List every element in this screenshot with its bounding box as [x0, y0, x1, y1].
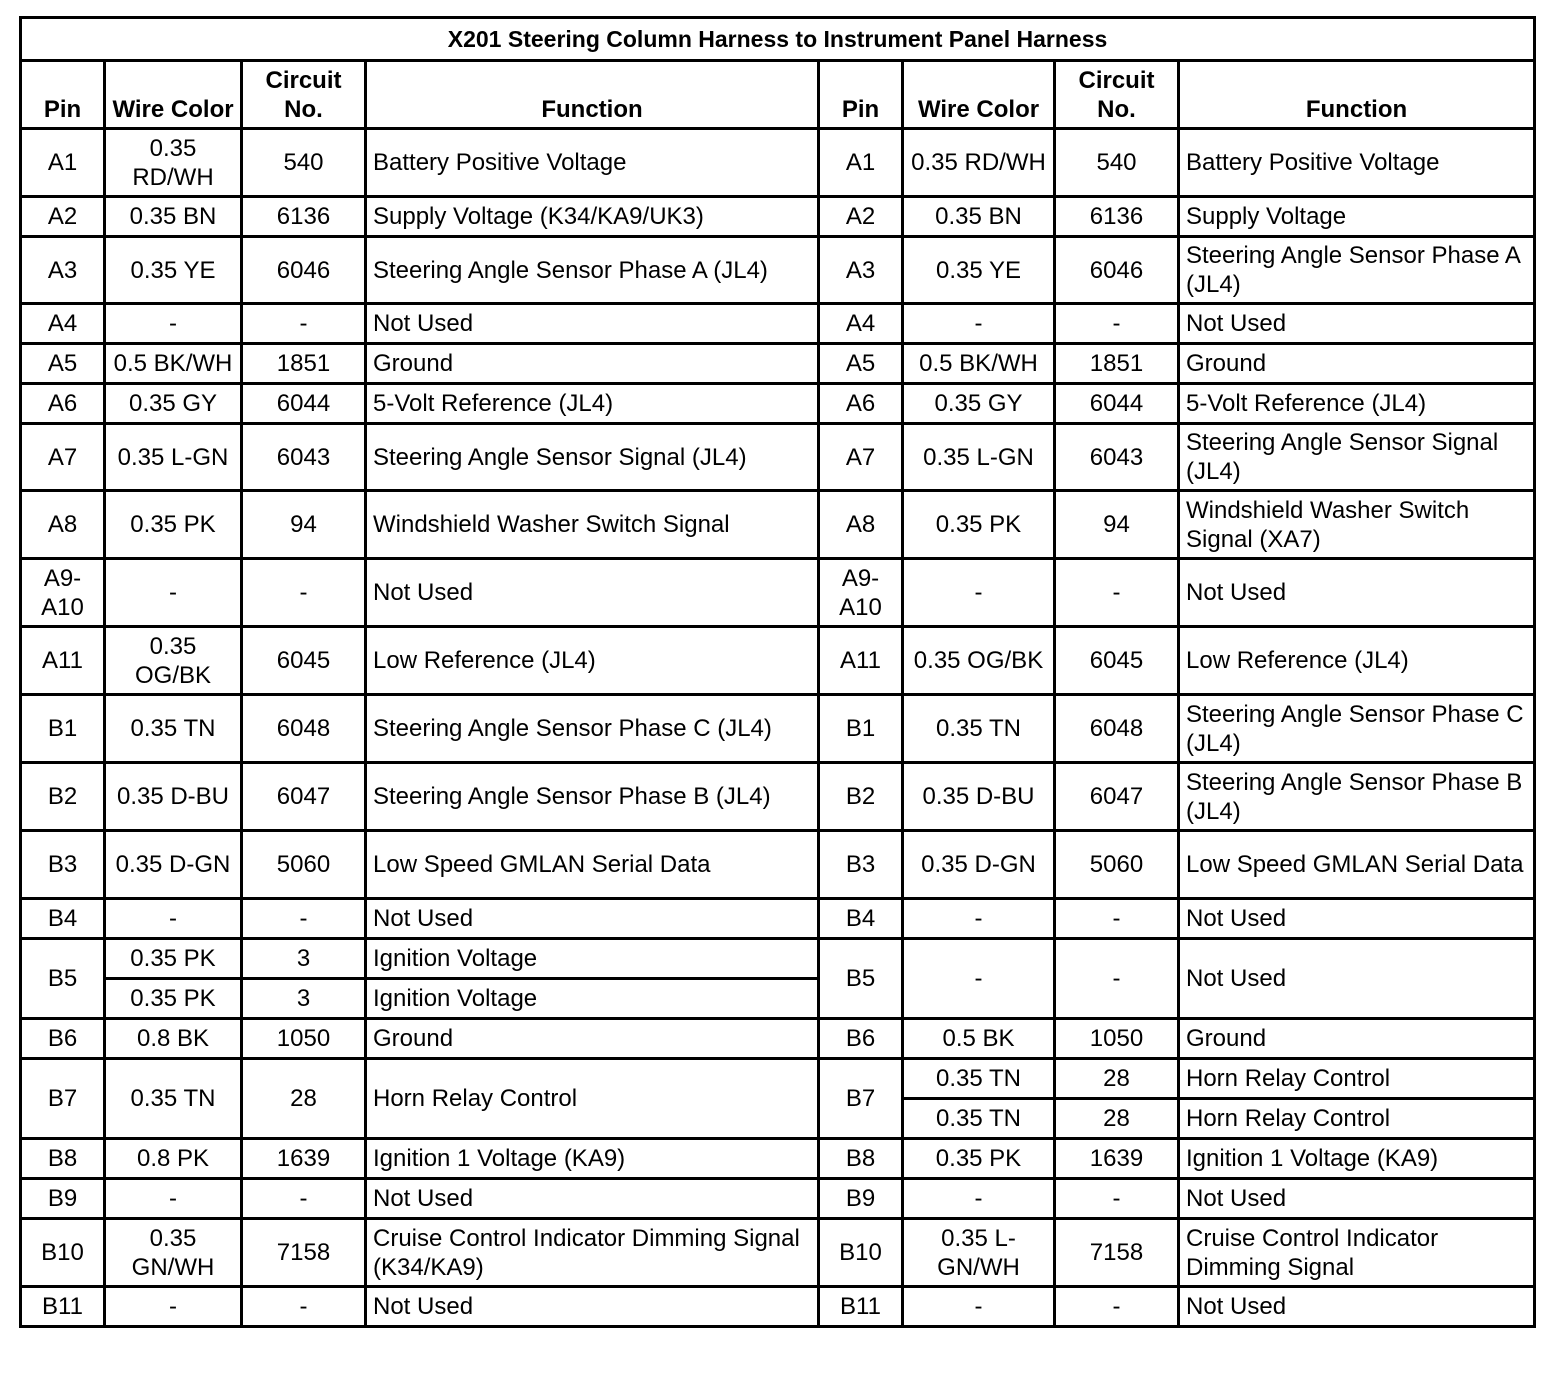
- left-wire-color-cell: -: [105, 1287, 242, 1327]
- right-wire-color-cell: 0.35 TN: [903, 695, 1055, 763]
- left-wire-color-cell: 0.35 RD/WH: [105, 129, 242, 197]
- right-wire-color-cell: 0.35 BN: [903, 197, 1055, 237]
- left-circuit-no-cell: 6047: [242, 763, 366, 831]
- right-function-cell: Not Used: [1179, 939, 1535, 1019]
- right-pin-cell: A6: [819, 384, 903, 424]
- left-pin-cell: A9-A10: [21, 559, 105, 627]
- right-circuit-no-cell: -: [1055, 304, 1179, 344]
- right-pin-cell: B6: [819, 1019, 903, 1059]
- left-pin-cell: A7: [21, 424, 105, 491]
- left-pin-cell: B3: [21, 831, 105, 899]
- right-function-cell: Steering Angle Sensor Phase B (JL4): [1179, 763, 1535, 831]
- right-circuit-no-cell: 6044: [1055, 384, 1179, 424]
- header-function: Function: [366, 61, 819, 129]
- left-function-cell: Steering Angle Sensor Signal (JL4): [366, 424, 819, 491]
- right-wire-color-cell: -: [903, 939, 1055, 1019]
- right-pin-cell: A2: [819, 197, 903, 237]
- right-circuit-no-cell: 540: [1055, 129, 1179, 197]
- left-function-cell: Not Used: [366, 304, 819, 344]
- left-wire-color-cell: -: [105, 559, 242, 627]
- left-circuit-no-cell: 1851: [242, 344, 366, 384]
- left-pin-cell: A11: [21, 627, 105, 695]
- right-pin-cell: B7: [819, 1059, 903, 1139]
- left-wire-color-cell: 0.35 GN/WH: [105, 1219, 242, 1287]
- left-wire-color-cell: 0.35 PK: [105, 939, 242, 979]
- left-function-cell: Not Used: [366, 559, 819, 627]
- left-function-cell: Battery Positive Voltage: [366, 129, 819, 197]
- left-wire-color-cell: 0.35 D-BU: [105, 763, 242, 831]
- left-wire-color-cell: 0.35 L-GN: [105, 424, 242, 491]
- left-wire-color-cell: 0.35 D-GN: [105, 831, 242, 899]
- left-wire-color-cell: -: [105, 899, 242, 939]
- left-pin-cell: A5: [21, 344, 105, 384]
- left-pin-cell: A6: [21, 384, 105, 424]
- right-wire-color-cell: 0.35 YE: [903, 237, 1055, 304]
- left-wire-color-cell: 0.35 GY: [105, 384, 242, 424]
- right-wire-color-cell: 0.35 PK: [903, 1139, 1055, 1179]
- left-pin-cell: B6: [21, 1019, 105, 1059]
- table-row: [21, 1179, 1535, 1219]
- table-row: [21, 1219, 1535, 1287]
- left-pin-cell: B10: [21, 1219, 105, 1287]
- left-pin-cell: B2: [21, 763, 105, 831]
- header-wire-color: Wire Color: [105, 61, 242, 129]
- table-row: [21, 491, 1535, 559]
- left-circuit-no-cell: -: [242, 1287, 366, 1327]
- right-circuit-no-cell: 6136: [1055, 197, 1179, 237]
- left-wire-color-cell: 0.35 PK: [105, 979, 242, 1019]
- table-row: [21, 831, 1535, 899]
- right-function-cell: Not Used: [1179, 304, 1535, 344]
- left-circuit-no-cell: 7158: [242, 1219, 366, 1287]
- right-wire-color-cell: 0.35 D-GN: [903, 831, 1055, 899]
- right-function-cell: 5-Volt Reference (JL4): [1179, 384, 1535, 424]
- right-circuit-no-cell: 6047: [1055, 763, 1179, 831]
- left-pin-cell: B7: [21, 1059, 105, 1139]
- left-function-cell: Ignition 1 Voltage (KA9): [366, 1139, 819, 1179]
- left-function-cell: Cruise Control Indicator Dimming Signal (K34/KA9): [366, 1219, 819, 1287]
- left-wire-color-cell: 0.35 TN: [105, 1059, 242, 1139]
- table-row: [21, 129, 1535, 197]
- right-wire-color-cell: -: [903, 1287, 1055, 1327]
- right-wire-color-cell: -: [903, 559, 1055, 627]
- right-function-cell: Battery Positive Voltage: [1179, 129, 1535, 197]
- header-circuit-no: Circuit No.: [242, 61, 366, 129]
- connector-pinout-table: [19, 16, 1536, 1328]
- right-function-cell: Low Reference (JL4): [1179, 627, 1535, 695]
- left-wire-color-cell: 0.5 BK/WH: [105, 344, 242, 384]
- right-wire-color-cell: 0.35 TN: [903, 1099, 1055, 1139]
- left-wire-color-cell: 0.35 TN: [105, 695, 242, 763]
- right-wire-color-cell: 0.35 RD/WH: [903, 129, 1055, 197]
- left-wire-color-cell: 0.35 PK: [105, 491, 242, 559]
- left-circuit-no-cell: 540: [242, 129, 366, 197]
- right-wire-color-cell: 0.35 L-GN: [903, 424, 1055, 491]
- right-function-cell: Not Used: [1179, 899, 1535, 939]
- right-function-cell: Steering Angle Sensor Phase A (JL4): [1179, 237, 1535, 304]
- left-circuit-no-cell: 6046: [242, 237, 366, 304]
- left-circuit-no-cell: 3: [242, 939, 366, 979]
- right-pin-cell: A1: [819, 129, 903, 197]
- header-circuit-no: Circuit No.: [1055, 61, 1179, 129]
- right-circuit-no-cell: 5060: [1055, 831, 1179, 899]
- left-function-cell: Steering Angle Sensor Phase B (JL4): [366, 763, 819, 831]
- left-wire-color-cell: -: [105, 1179, 242, 1219]
- left-function-cell: Steering Angle Sensor Phase A (JL4): [366, 237, 819, 304]
- right-wire-color-cell: 0.35 GY: [903, 384, 1055, 424]
- right-circuit-no-cell: 6045: [1055, 627, 1179, 695]
- left-function-cell: Ignition Voltage: [366, 979, 819, 1019]
- table-row: [21, 1139, 1535, 1179]
- table-row: [21, 695, 1535, 763]
- left-function-cell: Ground: [366, 344, 819, 384]
- right-circuit-no-cell: 28: [1055, 1099, 1179, 1139]
- left-function-cell: Not Used: [366, 899, 819, 939]
- right-function-cell: Not Used: [1179, 1179, 1535, 1219]
- left-circuit-no-cell: 6045: [242, 627, 366, 695]
- right-circuit-no-cell: -: [1055, 899, 1179, 939]
- right-circuit-no-cell: 6048: [1055, 695, 1179, 763]
- right-function-cell: Windshield Washer Switch Signal (XA7): [1179, 491, 1535, 559]
- right-circuit-no-cell: -: [1055, 1179, 1179, 1219]
- right-circuit-no-cell: 94: [1055, 491, 1179, 559]
- left-circuit-no-cell: 6136: [242, 197, 366, 237]
- right-function-cell: Ignition 1 Voltage (KA9): [1179, 1139, 1535, 1179]
- right-function-cell: Not Used: [1179, 559, 1535, 627]
- right-wire-color-cell: 0.35 TN: [903, 1059, 1055, 1099]
- right-circuit-no-cell: 6046: [1055, 237, 1179, 304]
- table-row: [21, 344, 1535, 384]
- left-function-cell: Not Used: [366, 1287, 819, 1327]
- left-circuit-no-cell: 3: [242, 979, 366, 1019]
- left-function-cell: Ignition Voltage: [366, 939, 819, 979]
- left-circuit-no-cell: -: [242, 304, 366, 344]
- right-circuit-no-cell: 1050: [1055, 1019, 1179, 1059]
- left-pin-cell: B8: [21, 1139, 105, 1179]
- left-pin-cell: A4: [21, 304, 105, 344]
- right-circuit-no-cell: 28: [1055, 1059, 1179, 1099]
- right-circuit-no-cell: 6043: [1055, 424, 1179, 491]
- left-circuit-no-cell: -: [242, 1179, 366, 1219]
- left-function-cell: Supply Voltage (K34/KA9/UK3): [366, 197, 819, 237]
- right-pin-cell: B3: [819, 831, 903, 899]
- left-wire-color-cell: -: [105, 304, 242, 344]
- left-circuit-no-cell: 5060: [242, 831, 366, 899]
- table-row: [21, 304, 1535, 344]
- table-row: [21, 237, 1535, 304]
- left-function-cell: Horn Relay Control: [366, 1059, 819, 1139]
- right-wire-color-cell: 0.35 OG/BK: [903, 627, 1055, 695]
- header-pin: Pin: [819, 61, 903, 129]
- left-wire-color-cell: 0.35 BN: [105, 197, 242, 237]
- right-pin-cell: B1: [819, 695, 903, 763]
- right-function-cell: Ground: [1179, 1019, 1535, 1059]
- right-pin-cell: B4: [819, 899, 903, 939]
- right-wire-color-cell: 0.35 L-GN/WH: [903, 1219, 1055, 1287]
- right-wire-color-cell: 0.5 BK: [903, 1019, 1055, 1059]
- right-wire-color-cell: -: [903, 1179, 1055, 1219]
- right-function-cell: Cruise Control Indicator Dimming Signal: [1179, 1219, 1535, 1287]
- right-pin-cell: B2: [819, 763, 903, 831]
- left-circuit-no-cell: 1639: [242, 1139, 366, 1179]
- left-function-cell: Low Reference (JL4): [366, 627, 819, 695]
- table-row: [21, 424, 1535, 491]
- right-function-cell: Steering Angle Sensor Phase C (JL4): [1179, 695, 1535, 763]
- right-pin-cell: B5: [819, 939, 903, 1019]
- table-row: [21, 939, 1535, 979]
- right-wire-color-cell: 0.35 D-BU: [903, 763, 1055, 831]
- right-pin-cell: A3: [819, 237, 903, 304]
- table-row: [21, 627, 1535, 695]
- right-pin-cell: A7: [819, 424, 903, 491]
- right-pin-cell: B11: [819, 1287, 903, 1327]
- left-function-cell: Not Used: [366, 1179, 819, 1219]
- right-function-cell: Horn Relay Control: [1179, 1099, 1535, 1139]
- left-circuit-no-cell: 6044: [242, 384, 366, 424]
- left-wire-color-cell: 0.8 BK: [105, 1019, 242, 1059]
- right-circuit-no-cell: 7158: [1055, 1219, 1179, 1287]
- left-function-cell: 5-Volt Reference (JL4): [366, 384, 819, 424]
- right-pin-cell: B8: [819, 1139, 903, 1179]
- table-row: [21, 1059, 1535, 1099]
- table-title: X201 Steering Column Harness to Instrument Panel Harness: [21, 18, 1535, 61]
- left-pin-cell: B9: [21, 1179, 105, 1219]
- header-function: Function: [1179, 61, 1535, 129]
- right-pin-cell: A11: [819, 627, 903, 695]
- right-circuit-no-cell: -: [1055, 939, 1179, 1019]
- right-pin-cell: A4: [819, 304, 903, 344]
- right-function-cell: Horn Relay Control: [1179, 1059, 1535, 1099]
- left-function-cell: Ground: [366, 1019, 819, 1059]
- right-wire-color-cell: 0.5 BK/WH: [903, 344, 1055, 384]
- left-pin-cell: A3: [21, 237, 105, 304]
- left-pin-cell: A1: [21, 129, 105, 197]
- right-wire-color-cell: -: [903, 304, 1055, 344]
- right-pin-cell: B9: [819, 1179, 903, 1219]
- table-row: [21, 1019, 1535, 1059]
- left-function-cell: Steering Angle Sensor Phase C (JL4): [366, 695, 819, 763]
- left-wire-color-cell: 0.35 YE: [105, 237, 242, 304]
- right-pin-cell: A9-A10: [819, 559, 903, 627]
- left-circuit-no-cell: 6048: [242, 695, 366, 763]
- left-circuit-no-cell: -: [242, 899, 366, 939]
- right-circuit-no-cell: 1639: [1055, 1139, 1179, 1179]
- left-pin-cell: B5: [21, 939, 105, 1019]
- right-wire-color-cell: -: [903, 899, 1055, 939]
- right-function-cell: Not Used: [1179, 1287, 1535, 1327]
- header-pin: Pin: [21, 61, 105, 129]
- right-pin-cell: A8: [819, 491, 903, 559]
- left-function-cell: Low Speed GMLAN Serial Data: [366, 831, 819, 899]
- left-pin-cell: B4: [21, 899, 105, 939]
- right-circuit-no-cell: -: [1055, 1287, 1179, 1327]
- left-circuit-no-cell: -: [242, 559, 366, 627]
- right-pin-cell: A5: [819, 344, 903, 384]
- left-circuit-no-cell: 94: [242, 491, 366, 559]
- right-function-cell: Ground: [1179, 344, 1535, 384]
- table-row: [21, 197, 1535, 237]
- left-circuit-no-cell: 28: [242, 1059, 366, 1139]
- table-row: [21, 384, 1535, 424]
- table-row: [21, 899, 1535, 939]
- left-circuit-no-cell: 6043: [242, 424, 366, 491]
- column-header-row: [21, 61, 1535, 129]
- right-circuit-no-cell: -: [1055, 559, 1179, 627]
- table-row: [21, 763, 1535, 831]
- right-function-cell: Supply Voltage: [1179, 197, 1535, 237]
- right-function-cell: Steering Angle Sensor Signal (JL4): [1179, 424, 1535, 491]
- right-function-cell: Low Speed GMLAN Serial Data: [1179, 831, 1535, 899]
- table-row: [21, 559, 1535, 627]
- left-pin-cell: A2: [21, 197, 105, 237]
- left-pin-cell: B1: [21, 695, 105, 763]
- header-wire-color: Wire Color: [903, 61, 1055, 129]
- left-circuit-no-cell: 1050: [242, 1019, 366, 1059]
- left-wire-color-cell: 0.35 OG/BK: [105, 627, 242, 695]
- left-pin-cell: A8: [21, 491, 105, 559]
- table-row: [21, 1287, 1535, 1327]
- right-wire-color-cell: 0.35 PK: [903, 491, 1055, 559]
- left-function-cell: Windshield Washer Switch Signal: [366, 491, 819, 559]
- right-circuit-no-cell: 1851: [1055, 344, 1179, 384]
- right-pin-cell: B10: [819, 1219, 903, 1287]
- left-pin-cell: B11: [21, 1287, 105, 1327]
- left-wire-color-cell: 0.8 PK: [105, 1139, 242, 1179]
